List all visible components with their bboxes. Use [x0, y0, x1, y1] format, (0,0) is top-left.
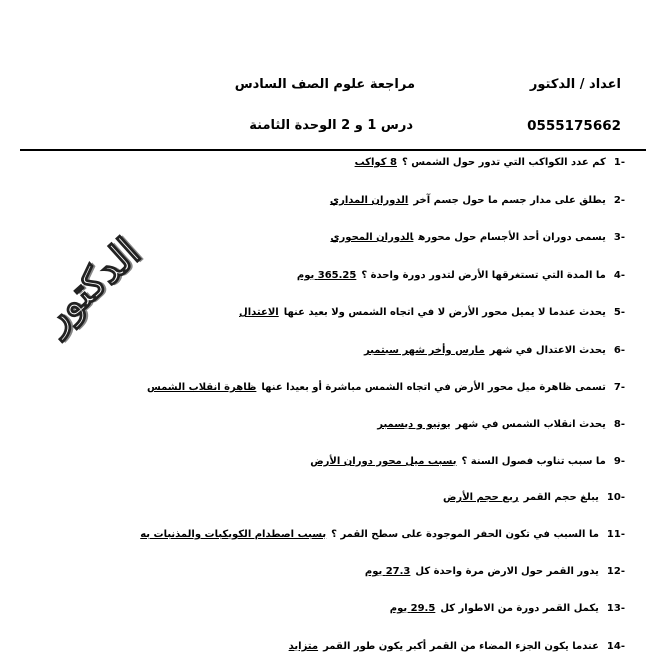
- question-answer: متزايد: [288, 641, 319, 652]
- question-text: يحدث عندما لا يميل محور الأرض لا في اتجاه الشمس ولا بعيد عنها: [283, 307, 606, 318]
- question-item: [239, 307, 625, 318]
- question-number: -10: [606, 492, 625, 503]
- question-text: ما سبب تناوب فصول السنة ؟: [461, 456, 606, 467]
- question-number: -8: [613, 419, 625, 430]
- question-text: ما المدة التي تستغرقها الأرض لتدور دورة واحدة ؟: [361, 270, 606, 281]
- question-item: [365, 566, 625, 577]
- phone-number: 0555175662: [527, 118, 621, 134]
- question-item: [147, 382, 625, 393]
- question-item: [289, 641, 625, 652]
- question-item: [140, 529, 625, 540]
- question-answer: ربع حجم الأرض: [442, 492, 519, 503]
- question-text: يدور القمر حول الارض مرة واحدة كل: [415, 566, 599, 577]
- question-number: -6: [613, 345, 625, 356]
- question-answer: 8 كواكب: [354, 157, 397, 168]
- question-text: عندما يكون الجزء المضاء من القمر أكبر يكون طور القمر: [323, 641, 599, 652]
- question-text: كم عدد الكواكب التي تدور حول الشمس ؟: [401, 157, 606, 168]
- question-item: [330, 232, 625, 243]
- question-number: -14: [606, 641, 625, 652]
- question-number: -13: [606, 603, 625, 614]
- question-number: -12: [606, 566, 625, 577]
- question-answer: بسبب اصطدام الكويكبات والمذنبات به: [140, 529, 327, 540]
- question-number: -1: [613, 157, 625, 168]
- question-number: -9: [613, 456, 625, 467]
- question-item: [310, 456, 625, 467]
- watermark: الدكتور: [32, 228, 150, 341]
- header-divider: [20, 149, 646, 151]
- question-answer: 365.25 يوم: [296, 270, 357, 281]
- question-number: -5: [613, 307, 625, 318]
- lesson-subtitle: درس 1 و 2 الوحدة الثامنة: [249, 118, 413, 133]
- question-item: [355, 157, 625, 168]
- question-text: ما السبب في تكون الحفر الموجودة على سطح القمر ؟: [331, 529, 599, 540]
- question-number: -4: [613, 270, 625, 281]
- prepared-by-label: اعداد / الدكتور: [529, 77, 621, 92]
- question-item: [364, 345, 625, 356]
- question-text: يحدث الاعتدال في شهر: [489, 345, 606, 356]
- question-answer: بسبب ميل محور دوران الأرض: [310, 456, 457, 467]
- question-answer: يونيو و ديسمبر: [377, 419, 451, 430]
- question-number: -3: [613, 232, 625, 243]
- question-number: -7: [613, 382, 625, 393]
- question-answer: ظاهرة انقلاب الشمس: [146, 382, 257, 393]
- question-text: يبلغ حجم القمر: [523, 492, 599, 503]
- question-answer: الاعتدال: [239, 307, 279, 318]
- question-text: تسمى ظاهرة ميل محور الأرض في اتجاه الشمس مباشرة أو بعيدا عنها: [261, 382, 606, 393]
- question-item: [377, 419, 625, 430]
- question-item: [443, 492, 625, 503]
- question-answer: 29.5 يوم: [389, 603, 436, 614]
- question-answer: 27.3 يوم: [364, 566, 411, 577]
- question-number: -2: [613, 195, 625, 206]
- question-text: يكمل القمر دورة من الاطوار كل: [440, 603, 599, 614]
- question-number: -11: [606, 529, 625, 540]
- question-text: يطلق على مدار جسم ما حول جسم آخر: [413, 195, 606, 206]
- question-answer: الدوران المداري: [329, 195, 409, 206]
- question-item: [390, 603, 625, 614]
- question-item: [330, 195, 625, 206]
- question-text: يحدث انقلاب الشمس في شهر: [455, 419, 606, 430]
- question-answer: مارس وأخر شهر سبتمبر: [363, 345, 485, 356]
- question-answer: الدوران المحوري: [330, 232, 414, 243]
- question-item: [297, 270, 625, 281]
- page-title: مراجعة علوم الصف السادس: [234, 77, 415, 92]
- question-text: يسمى دوران أحد الأجسام حول محوره: [418, 232, 606, 243]
